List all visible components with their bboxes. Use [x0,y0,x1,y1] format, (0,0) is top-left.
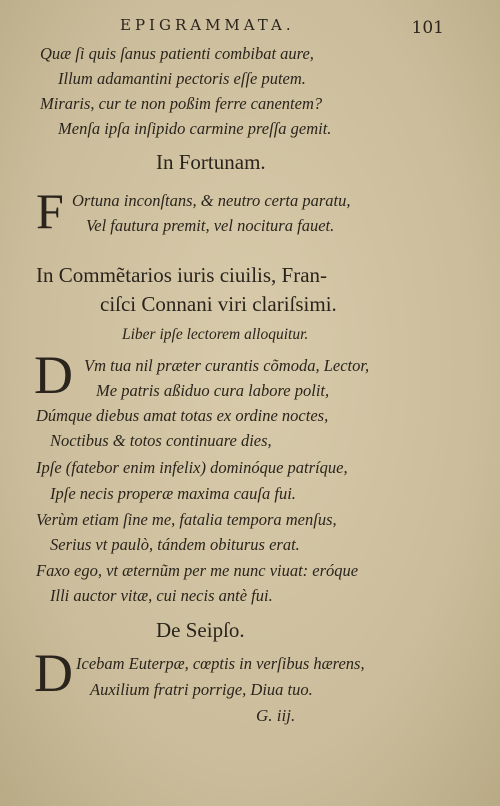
verse-line: Verùm etiam ſine me, fatalia tempora menſus, [36,510,337,529]
verse-line: Vel fautura premit, vel nocitura fauet. [86,216,335,235]
verse-line: Faxo ego, vt æternũm per me nunc viuat: eróque [36,561,359,580]
running-title: EPIGRAMMATA. [120,16,295,34]
signature-mark: G. iij. [256,706,296,725]
section-heading: De Seipſo. [156,618,245,642]
drop-cap: F [36,183,64,239]
verse-line: Miraris, cur te non poßim ferre canentem? [40,94,323,113]
verse-line: Illum adamantini pectoris eſſe putem. [58,69,306,88]
verse-line: Icebam Euterpæ, cœptis in verſibus hærens, [76,654,365,673]
verse-line: Dúmque diebus amat totas ex ordine noctes, [36,406,329,425]
verse-line: Vm tua nil præter curantis cõmoda, Lector, [84,356,370,375]
verse-line: Ipſe necis properæ maxima cauſa fui. [50,484,296,503]
page-header [0,16,500,42]
section-heading: ciſci Connani viri clariſsimi. [100,292,337,316]
verse-line: Me patris aßiduo cura labore polit, [96,381,330,400]
section-heading: In Fortunam. [156,150,266,174]
verse-line: Quæ ſi quis ſanus patienti combibat aure, [40,44,314,63]
verse-line: Noctibus & totos continuare dies, [50,431,272,450]
drop-cap: D [34,643,73,703]
verse-line: Serius vt paulò, tándem obiturus erat. [50,535,300,554]
verse-line: Menſa ipſa inſipido carmine preſſa gemit. [58,119,332,138]
verse-line: Illi auctor vitæ, cui necis antè fui. [50,586,273,605]
section-heading: In Commẽtarios iuris ciuilis, Fran- [36,263,328,287]
verse-line: Ipſe (fatebor enim infelix) dominóque patríque, [36,458,348,477]
page-number: 101 [411,18,444,38]
verse-line: Ortuna inconſtans, & neutro certa paratu, [72,191,351,210]
verse-line: Auxilium fratri porrige, Diua tuo. [90,680,313,699]
drop-cap: D [34,345,73,405]
subtitle: Liber ipſe lectorem alloquitur. [122,326,309,343]
